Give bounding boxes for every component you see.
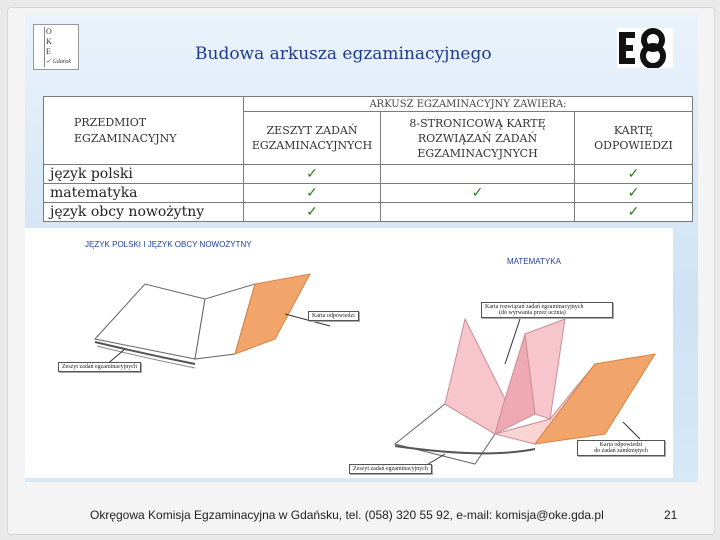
check-cell: ✓	[381, 184, 575, 203]
table-row	[44, 203, 693, 222]
column-header: KARTĘ ODPOWIEDZI	[575, 112, 693, 165]
oke-logo-letter: K	[46, 37, 52, 46]
subject-cell: język polski	[44, 165, 244, 184]
math-answer-card-callout	[577, 440, 665, 456]
check-cell	[381, 165, 575, 184]
group-header: ARKUSZ EGZAMINACYJNY ZAWIERA:	[244, 97, 693, 112]
check-cell: ✓	[244, 203, 381, 222]
check-cell	[381, 203, 575, 222]
answer-card-callout: Karta odpowiedzi	[308, 311, 359, 321]
solutions-card-callout-line: Karta rozwiązań zadań egzaminacyjnych	[485, 304, 584, 310]
page-number: 21	[664, 508, 678, 522]
footer-contact: Okręgowa Komisja Egzaminacyjna w Gdańsku, tel. (058) 320 55 92, e-mail: komisja@oke.gda.pl	[90, 508, 604, 522]
column-header: 8-STRONICOWĄ KARTĘ ROZWIĄZAŃ ZADAŃ EGZAMINACYJNYCH	[381, 112, 575, 165]
booklet-callout: Zeszyt zadań egzaminacyjnych	[58, 362, 141, 372]
solutions-card-callout	[481, 302, 613, 318]
oke-logo	[33, 24, 79, 70]
oke-logo-letter: E	[46, 47, 51, 56]
subject-header: PRZEDMIOT EGZAMINACYJNY	[44, 97, 244, 165]
check-cell: ✓	[244, 165, 381, 184]
math-answer-card-callout-line: Karta odpowiedzi	[599, 442, 643, 448]
table-row	[44, 165, 693, 184]
check-cell: ✓	[575, 203, 693, 222]
table-header-row	[44, 97, 693, 112]
math-answer-card-callout-line: do zadań zamkniętych	[594, 448, 648, 454]
check-cell: ✓	[575, 184, 693, 203]
exam-sheet-table	[43, 96, 693, 222]
language-subjects-heading: JĘZYK POLSKI I JĘZYK OBCY NOWOŻYTNY	[85, 240, 252, 249]
answer-card-shape	[235, 274, 310, 354]
check-cell: ✓	[244, 184, 381, 203]
check-cell: ✓	[575, 165, 693, 184]
language-booklet-illustration	[85, 254, 345, 374]
oke-logo-letter: ✓ Gdańsk	[46, 59, 71, 65]
subject-cell: matematyka	[44, 184, 244, 203]
subject-cell: język obcy nowożytny	[44, 203, 244, 222]
slide	[25, 14, 698, 482]
math-booklet-callout: Zeszyt zadań egzaminacyjnych	[349, 464, 432, 474]
oke-logo-letter: O	[46, 27, 52, 36]
column-header: ZESZYT ZADAŃ EGZAMINACYJNYCH	[244, 112, 381, 165]
e8-logo	[617, 28, 673, 68]
table-row	[44, 184, 693, 203]
oke-logo-letters	[46, 27, 71, 67]
solutions-card-callout-line: (do wyrwania przez ucznia)	[499, 310, 566, 316]
oke-logo-bar	[36, 27, 45, 67]
slide-title: Budowa arkusza egzaminacyjnego	[195, 44, 492, 64]
math-heading: MATEMATYKA	[507, 257, 561, 266]
